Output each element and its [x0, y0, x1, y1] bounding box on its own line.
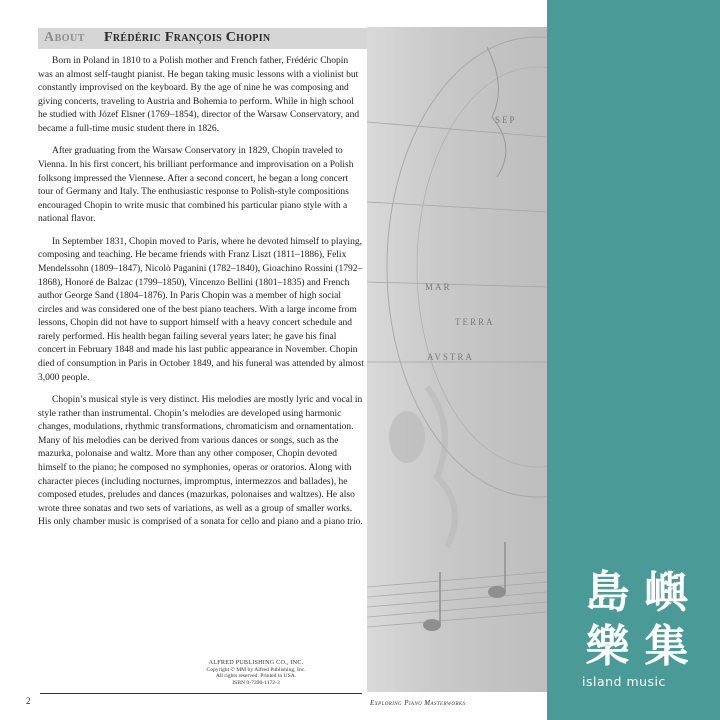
publisher-name: ALFRED PUBLISHING CO., INC. — [208, 659, 304, 666]
logo-char-4: 集 — [644, 621, 689, 672]
copyright-line: Copyright © MM by Alfred Publishing, Inc. — [206, 666, 306, 673]
logo-char-1: 島 — [585, 567, 630, 618]
paragraph-4: Chopin’s musical style is very distinct. His melodies are mostly lyric and vocal in style rather than instrumental. Chopin’s melodies are developed using harmonic changes, modulations, rhythmic transformations, chromaticism and ornamentation. Many of his melodies can be derived from various dances or songs, such as the mazurka, polonaise and waltz. More than any other composer, Chopin devoted himself to the piano; he composed no symphonies, operas or oratorios. Along with character pieces (including nocturnes, impromptus, intermezzos and ballades), he composed etudes, preludes and dances (mazurkas, polonaises and waltzes). He also wrote three sonatas and two sets of variations, as well as a group of smaller works. His only chamber music is comprised of a sonata for cello and piano and a piano trio. — [38, 395, 363, 528]
rights-line: All rights reserved. Printed in USA. — [215, 673, 297, 680]
map-label-terra: TERRA — [455, 317, 495, 327]
title-about: About — [44, 30, 85, 45]
island-music-logo — [578, 566, 696, 674]
page-title: Frédéric François Chopin — [104, 30, 271, 45]
biography-text — [38, 55, 364, 539]
page-number: 2 — [26, 696, 31, 706]
map-label-austra: AVSTRA — [427, 352, 474, 362]
footer-rule — [40, 693, 362, 694]
publisher-info — [196, 660, 316, 686]
map-illustration — [367, 27, 547, 692]
paragraph-1: Born in Poland in 1810 to a Polish mother and French father, Frédéric Chopin was an almost self-taught pianist. He began taking music lessons with a violinist but constantly improvised on the keyboard. By the age of nine he was composing and giving concerts, traveling to Austria and Bohemia to perform. While in high school he studied with Józef Elsner (1769–1854), director of the Warsaw Conservatory, and became a full-time music student there in 1826. — [38, 56, 360, 134]
series-title: Exploring Piano Masterworks — [370, 699, 466, 707]
map-label-mar: MAR — [425, 282, 452, 292]
paragraph-2: After graduating from the Warsaw Conservatory in 1829, Chopin traveled to Vienna. In his first concert, his brilliant performance and improvisation on a Polish folksong impressed the Viennese. After a second concert, he began a long concert tour of Germany and Italy. The enthusiastic response to Polish-style compositions encouraged Chopin to write music that combined his particular piano style with a national flavor. — [38, 146, 354, 225]
map-label-sep: SEP — [495, 115, 517, 125]
paragraph-3: In September 1831, Chopin moved to Paris, where he devoted himself to playing, composing and teaching. He became friends with Franz Liszt (1811–1886), Felix Mendelssohn (1809–1847), Nicolò Paganini (1782–1840), Gioachino Rossini (1792–1868), Honoré de Balzac (1799–1850), Vincenzo Bellini (1801–1835) and French author George Sand (1804–1876). In Paris Chopin was a member of high social circles and was considered one of the best piano teachers. With a large income from lessons, Chopin did not have to support himself with a heavy concert schedule and rarely performed. His health began failing several years later; he gave his final concert in February 1848 and made his last public appearance in November. Chopin died of consumption in Paris in October 1849, and his funeral was attended by almost 3,000 people. — [38, 236, 364, 383]
isbn-line: ISBN 0-7390-1172-3 — [232, 679, 280, 686]
logo-char-3: 樂 — [585, 621, 630, 672]
logo-subtitle: island music — [582, 674, 666, 689]
logo-char-2: 嶼 — [644, 567, 689, 618]
